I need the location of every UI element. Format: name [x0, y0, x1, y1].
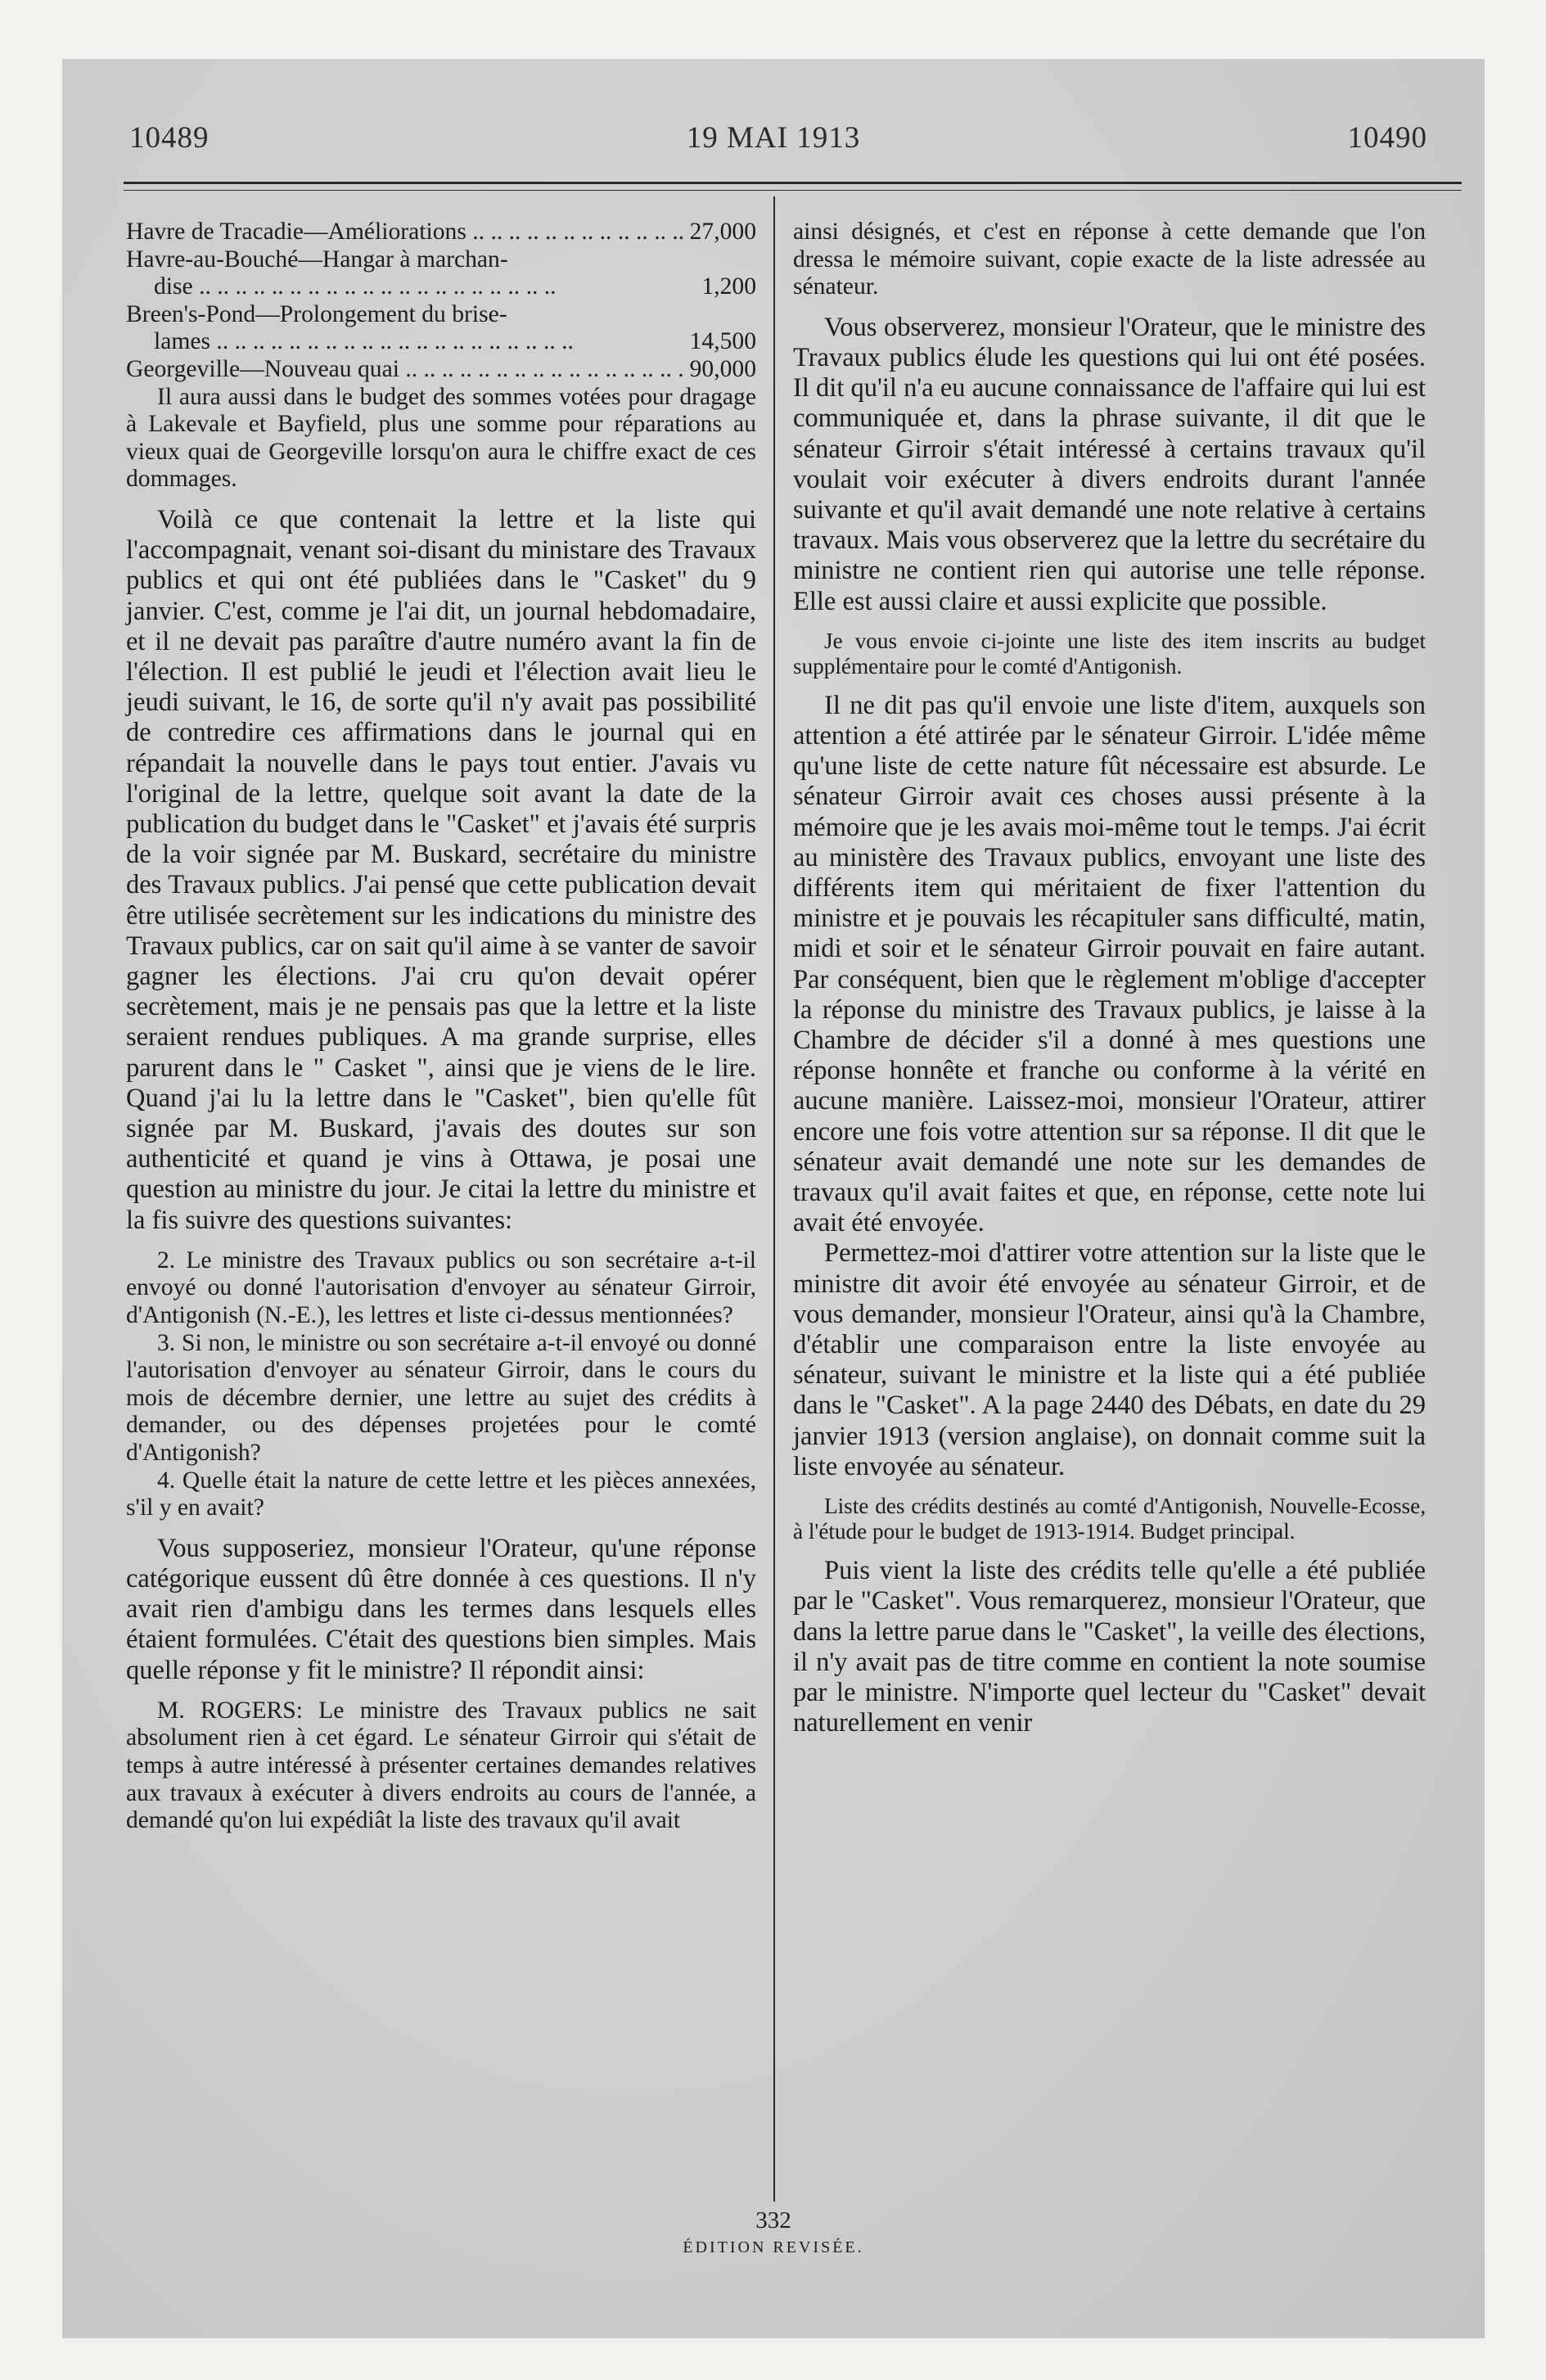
table-row-amount: 90,000 [689, 355, 756, 382]
scan-background [62, 59, 1485, 2338]
table-row-label: Havre de Tracadie—Améliorations .. .. [126, 219, 685, 246]
right-column [793, 219, 1426, 1738]
table-row-amount: 14,500 [689, 328, 756, 355]
question-4: 4. Quelle était la nature de cette lettre et les pièces annexées, s'il y en avait? [126, 1467, 756, 1521]
table-row-label-cont: dise .. .. [154, 273, 696, 301]
rogers-reply-cont: ainsi désignés, et c'est en réponse à cette demande que l'on dressa le mémoire suivant, copie exacte de la liste adressée au sénateur. [793, 219, 1426, 300]
left-page-number: 10489 [129, 121, 210, 155]
quotation: Liste des crédits destinés au comté d'Antigonish, Nouvelle-Ecosse, à l'étude pour le budget de 1913-1914. Budget principal. [793, 1494, 1426, 1544]
table-row-amount: 27,000 [689, 219, 756, 245]
paragraph: Voilà ce que contenait la lettre et la liste qui l'accompagnait, venant soi-disant du ministare des Travaux publics et qui ont été publiées dans le "Casket" du 9 janvier. C'est, comme je l'ai dit, un journal hebdomadaire, et il ne devait pas paraître d'autre numéro avant la fin de l'élection. Il est publié le jeudi et l'élection avait lieu le jeudi suivant, le 16, de sorte qu'il n'y avait pas possibilité de contredire ces affirmations dans le journal qui en répandait la nouvelle dans le pays tout entier. J'avais vu l'original de la lettre, quelque soit avant la date de la publication du budget dans le "Casket" et j'avais été surpris de la voir signée par M. Buskard, secrétaire du ministre des Travaux publics. J'ai pensé que cette publication devait être utilisée secrètement sur les indications du ministre des Travaux publics, car on sait qu'il aime à se vanter de savoir gagner les élections. J'ai cru qu'on devait opérer secrètement, mais je ne pensais pas que la lettre et la liste seraient rendues publiques. A ma grande surprise, elles parurent dans le " Casket ", ainsi que je viens de le lire. Quand j'ai lu la lettre dans le "Casket", bien qu'elle fût signée par M. Buskard, j'avais des doutes sur son authenticité et quand je vins à Ottawa, je posai une question au ministre du jour. Je citai la lettre du ministre et la fis suivre des questions suivantes: [126, 504, 756, 1235]
table-row-label: Havre-au-Bouché—Hangar à marchan- [126, 246, 508, 273]
table-row-label: Breen's-Pond—Prolongement du brise- [126, 300, 507, 327]
left-column [126, 219, 756, 1835]
edition-label: ÉDITION REVISÉE. [683, 2238, 864, 2256]
document-page [62, 59, 1485, 2338]
table-row [126, 356, 756, 384]
paragraph: Il ne dit pas qu'il envoie une liste d'item, auxquels son attention a été attirée par le sénateur Girroir. L'idée même qu'une liste de cette nature fût nécessaire est absurde. Le sénateur Girroir avait ces choses aussi présente à la mémoire que je les avais moi-même tout le temps. J'ai écrit au ministère des Travaux publics, envoyant une liste des différents item qui méritaient de fixer l'attention du ministre et je pouvais les récapituler sans difficulté, matin, midi et soir et le sénateur Girroir pouvait en faire autant. Par conséquent, bien que le règlement m'oblige d'accepter la réponse du ministre des Travaux publics, je laisse à la Chambre de décider s'il a donné à mes questions une réponse honnête et franche ou conforme à la vérité en aucune manière. Laissez-moi, monsieur l'Orateur, attirer encore une fois votre attention sur sa réponse. Il dit que le sénateur avait demandé une note sur les demandes de travaux qu'il avait faites et que, en réponse, cette note lui avait été envoyée. [793, 690, 1426, 1238]
header-rule-thin [124, 190, 1462, 191]
table-row-label-cont: lames .. .. [154, 328, 685, 356]
credits-table [126, 219, 756, 494]
column-divider [773, 196, 775, 2202]
page-date: 19 MAI 1913 [686, 121, 861, 155]
quotation: Je vous envoie ci-jointe une liste des item inscrits au budget supplémentaire pour le comté d'Antigonish. [793, 628, 1426, 678]
paragraph: Permettez-moi d'attirer votre attention sur la liste que le ministre dit avoir été envoyée au sénateur Girroir, et de vous demander, monsieur l'Orateur, ainsi qu'à la Chambre, d'établir une comparaison entre la liste envoyée au sénateur, suivant le ministre et la liste qui a été publiée dans le "Casket". A la page 2440 des Débats, en date du 29 janvier 1913 (version anglaise), on donnait comme suit la liste envoyée au sénateur. [793, 1238, 1426, 1481]
table-row [126, 246, 756, 301]
table-row-label: Georgeville—Nouveau quai .. .. [126, 356, 685, 384]
question-3: 3. Si non, le ministre ou son secrétaire a-t-il envoyé ou donné l'autorisation d'envoyer au sénateur Girroir, dans le cours du mois de décembre dernier, une lettre au sujet des crédits à demander, ou des dépenses projetées pour le comté d'Antigonish? [126, 1329, 756, 1466]
sheet-number: 332 [755, 2207, 791, 2234]
speaker-name: M. ROGERS: [157, 1697, 303, 1724]
table-note: Il aura aussi dans le budget des sommes votées pour dragage à Lakevale et Bayfield, plus une somme pour réparations au vieux quai de Georgeville lorsqu'on aura le chiffre exact de ces dommages. [126, 383, 756, 493]
paragraph: Puis vient la liste des crédits telle qu'elle a été publiée par le "Casket". Vous remarquerez, monsieur l'Orateur, que dans la lettre parue dans le "Casket", la veille des élections, il n'y avait pas de titre comme en contient la note soumise par le ministre. N'importe quel lecteur du "Casket" devait naturellement en venir [793, 1556, 1426, 1738]
paragraph: Vous observerez, monsieur l'Orateur, que le ministre des Travaux publics élude les questions qui lui ont été posées. Il dit qu'il n'a eu aucune connaissance de l'affaire qui lui est communiquée et, dans la phrase suivante, il dit que le sénateur Girroir s'était intéressé à certains travaux qu'il voulait voir exécuter à divers endroits durant l'année suivante et qu'il avait demandé une note relative à certains travaux. Mais vous observerez que la lettre du secrétaire du ministre ne contient rien qui autorise une telle réponse. Elle est aussi claire et aussi explicite que possible. [793, 312, 1426, 616]
rogers-reply [126, 1697, 756, 1835]
speaker-text: Le ministre des Travaux publics ne sait absolument rien à cet égard. Le sénateur Girroir qui s'était de temps à autre intéressé à présenter certaines demandes relatives aux travaux à exécuter à divers endroits au cours de l'année, a demandé qu'on lui expédiât la liste des travaux qu'il avait [126, 1697, 756, 1834]
paragraph: Vous supposeriez, monsieur l'Orateur, qu'une réponse catégorique eussent dû être donnée à ces questions. Il n'y avait rien d'ambigu dans les termes dans lesquels elles étaient formulées. C'était des questions bien simples. Mais quelle réponse y fit le ministre? Il répondit ainsi: [126, 1533, 756, 1685]
table-row-amount: 1,200 [701, 273, 756, 300]
table-row [126, 219, 756, 246]
header-rule [124, 182, 1462, 184]
table-row [126, 301, 756, 356]
question-2: 2. Le ministre des Travaux publics ou son secrétaire a-t-il envoyé ou donné l'autorisation d'envoyer au sénateur Girroir, d'Antigonish (N.-E.), les lettres et liste ci-dessus mentionnées? [126, 1246, 756, 1328]
right-page-number: 10490 [1347, 121, 1427, 155]
